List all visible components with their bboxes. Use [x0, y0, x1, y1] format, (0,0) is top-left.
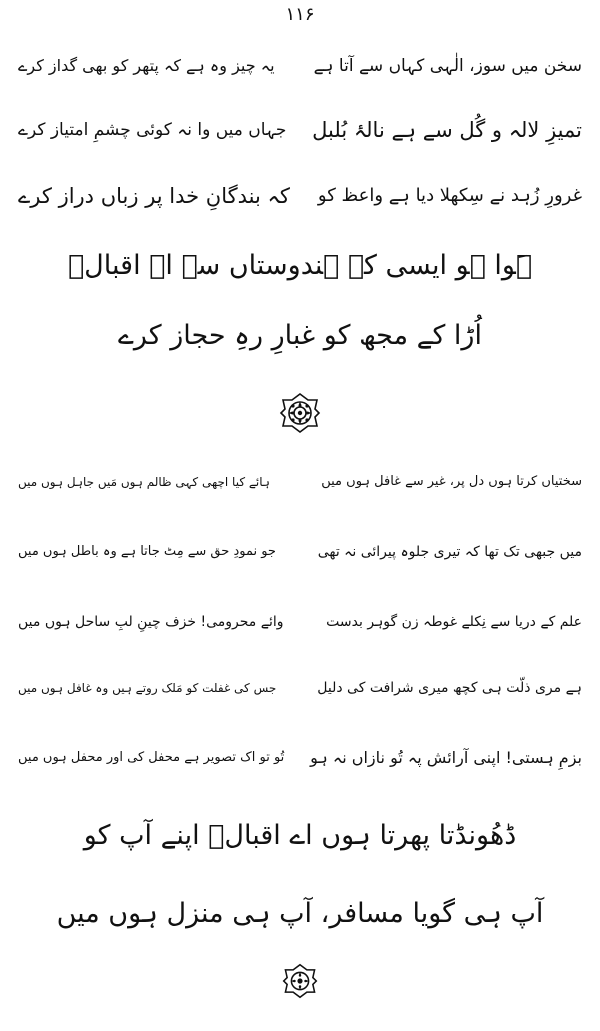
page-number: ۱۱۶ [285, 4, 315, 25]
final-couplet-line-1: ہَوا ہو ایسی کہ ہندوستاں سے اے اقبالؔ [67, 250, 533, 281]
hemistich-first: سخن میں سوز، الٰہی کہاں سے آتا ہے [313, 56, 582, 76]
hemistich-first: بزمِ ہستی! اپنی آرائش پہ تُو نازاں نہ ہو [310, 748, 582, 767]
couplet [18, 738, 582, 778]
couplet [18, 602, 582, 642]
couplet [18, 176, 582, 216]
hemistich-second: ہائے کیا اچھی کہی ظالم ہوں مَیں جاہل ہوں میں [18, 475, 270, 489]
hemistich-first: میں جبھی تک تھا کہ تیری جلوہ پیرائی نہ تھی [317, 544, 582, 560]
final-couplet-line-2: اُڑا کے مجھ کو غبارِ رہِ حجاز کرے [118, 320, 482, 351]
hemistich-first: تمیزِ لالہ و گُل سے ہے نالۂ بُلبل [312, 118, 582, 142]
hemistich-second: یہ چیز وہ ہے کہ پتھر کو بھی گداز کرے [18, 56, 275, 75]
final-couplet-line-2: آپ ہی گویا مسافر، آپ ہی منزل ہوں میں [56, 898, 544, 929]
hemistich-second: وائے محرومی! خزف چینِ لبِ ساحل ہوں میں [18, 614, 284, 630]
floral-medallion-icon [279, 392, 321, 434]
hemistich-first: علم کے دریا سے نِکلے غوطہ زن گوہر بدست [326, 614, 582, 630]
couplet [18, 532, 582, 572]
hemistich-second: جہاں میں وا نہ کوئی چشمِ امتیاز کرے [18, 120, 287, 140]
hemistich-first: غرورِ زُہد نے سِکھلا دیا ہے واعظ کو [317, 185, 582, 206]
couplet [18, 668, 582, 708]
couplet [18, 110, 582, 150]
hemistich-first: ہے مری ذلّت ہی کچھ میری شرافت کی دلیل [317, 680, 582, 696]
final-couplet-line-1: ڈھُونڈتا پھرتا ہوں اے اقبالؔ اپنے آپ کو [83, 820, 517, 851]
floral-medallion-icon [282, 963, 318, 999]
couplet [18, 462, 582, 502]
hemistich-second: جو نمودِ حق سے مِٹ جاتا ہے وہ باطل ہوں میں [18, 544, 276, 559]
couplet [18, 46, 582, 86]
hemistich-second: تُو تو اک تصویر ہے محفل کی اور محفل ہوں میں [18, 750, 285, 765]
hemistich-second: کہ بندگانِ خدا پر زباں دراز کرے [18, 184, 290, 208]
hemistich-second: جس کی غفلت کو مَلک روتے ہیں وہ غافل ہوں میں [18, 681, 277, 695]
hemistich-first: سختیاں کرتا ہوں دل پر، غیر سے غافل ہوں میں [321, 474, 582, 489]
